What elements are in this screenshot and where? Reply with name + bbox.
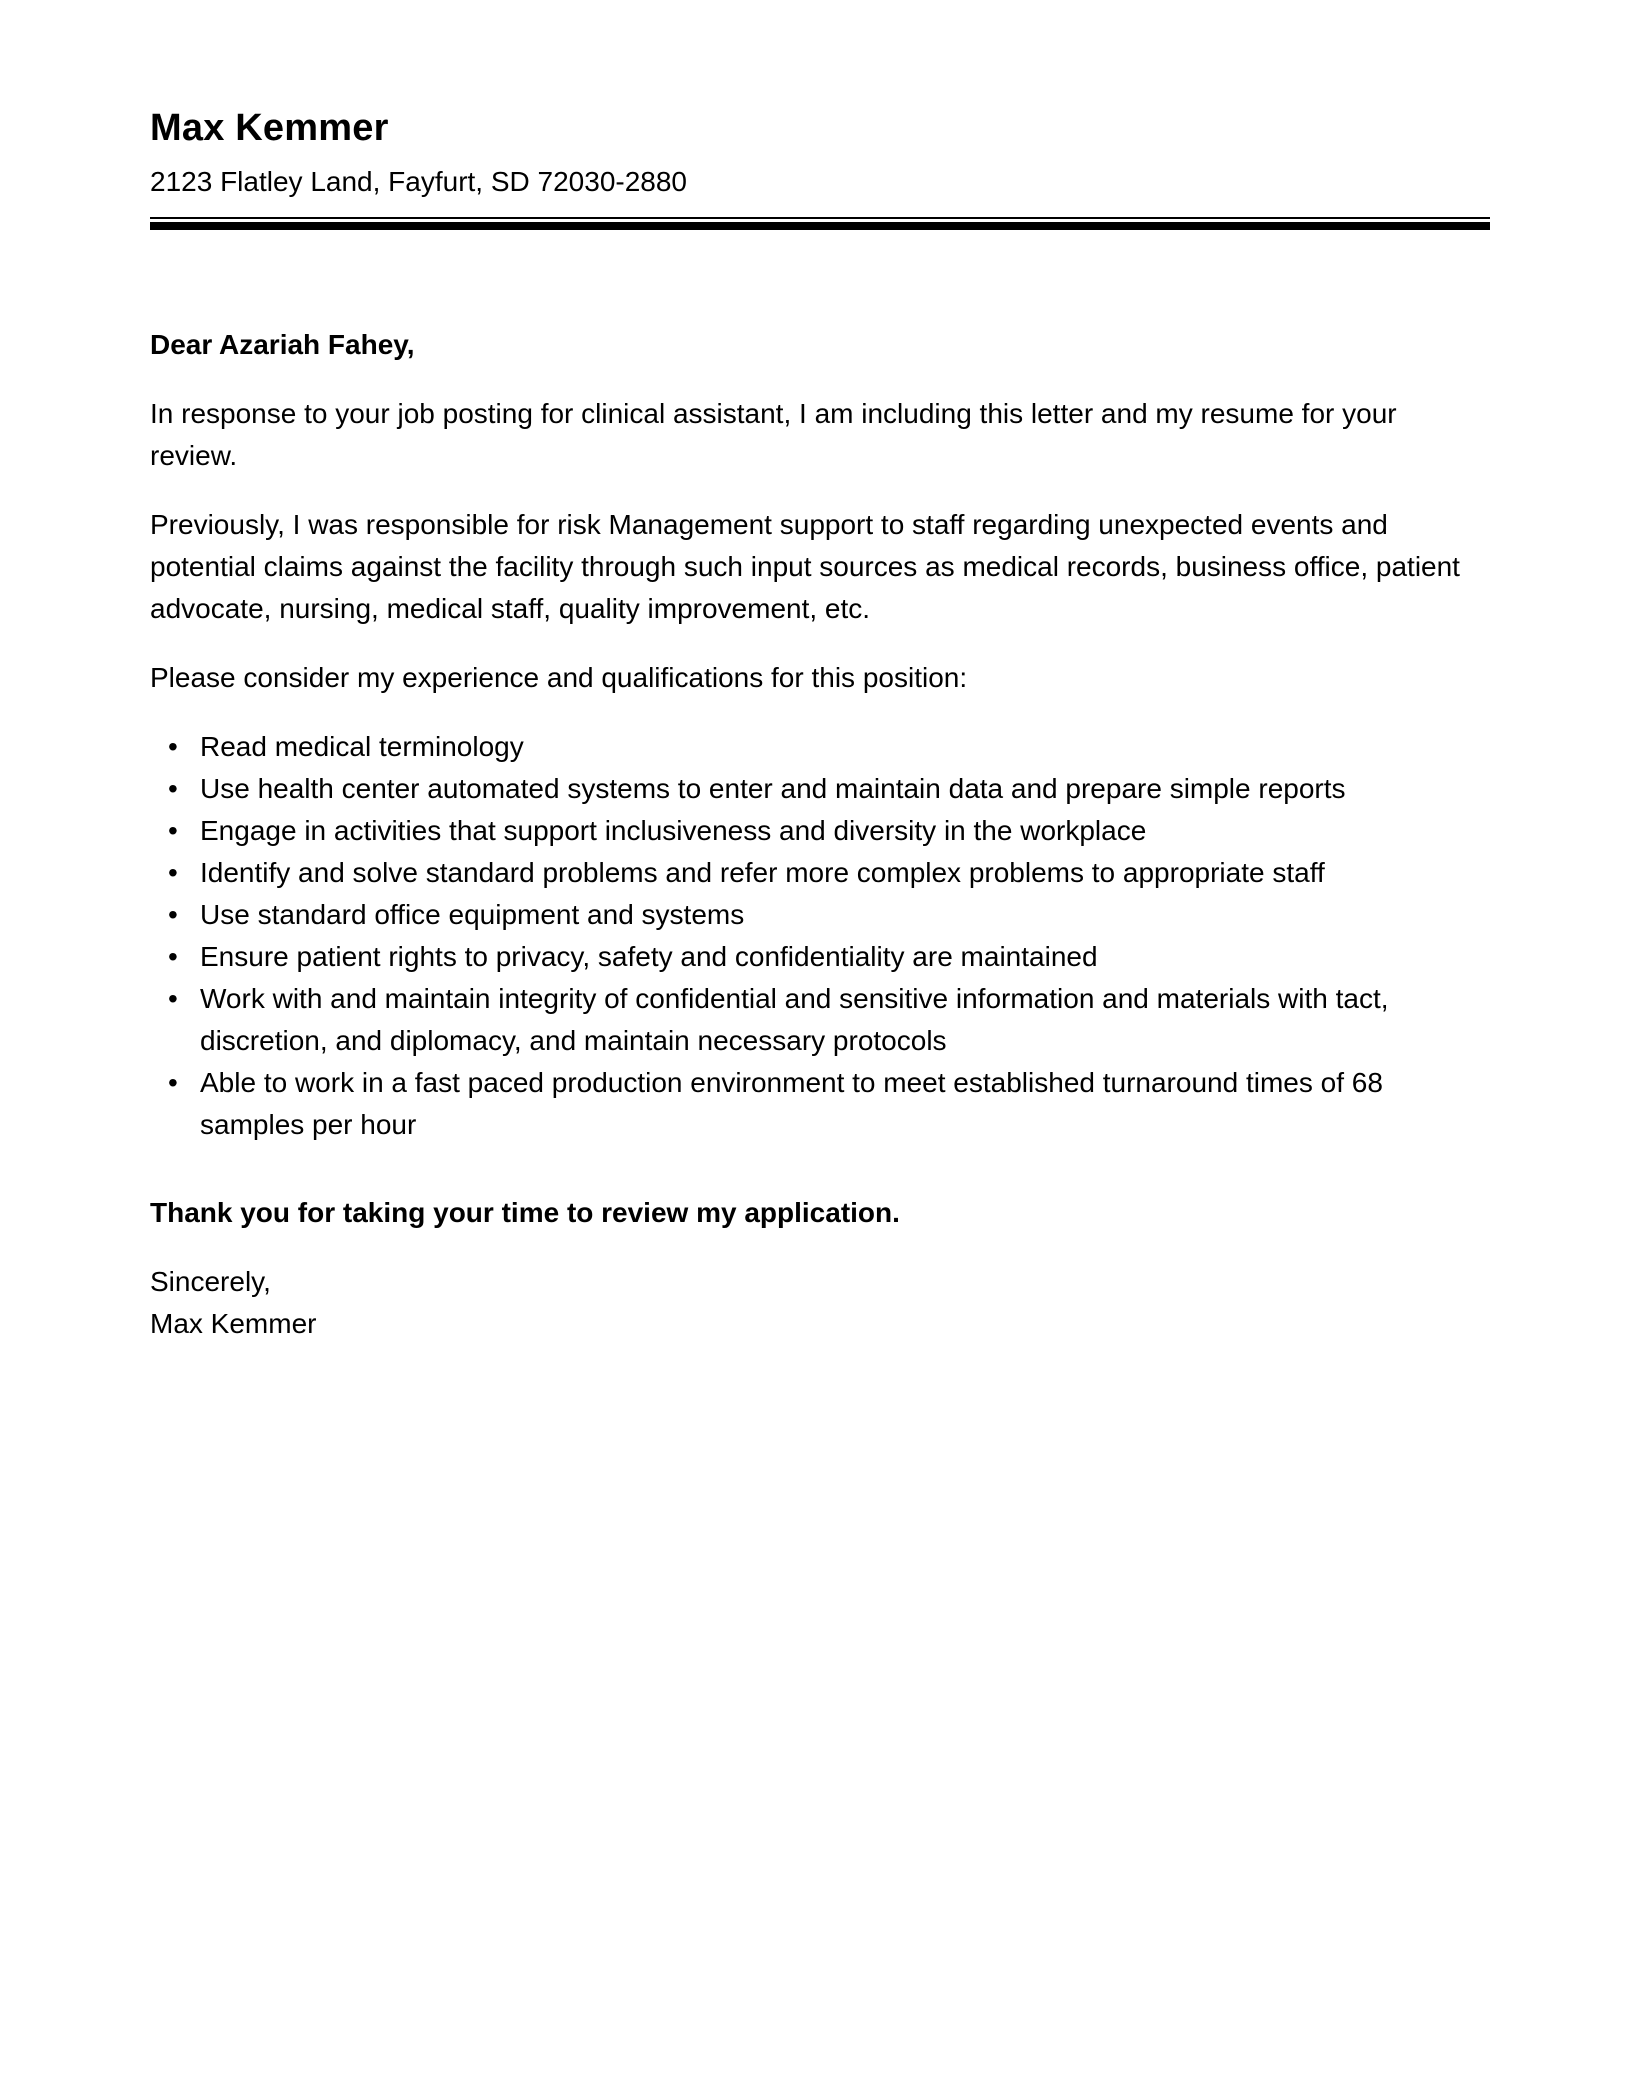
bullet-icon: • [168,982,178,1014]
list-item-text: Use standard office equipment and systems [200,898,745,930]
paragraph-intro: In response to your job posting for clinical assistant, I am including this letter and my resume for your review. [150,397,1397,471]
bullet-icon: • [168,814,178,846]
divider-thick-line [150,222,1490,230]
sign-off: Sincerely, [150,1265,271,1297]
bullet-icon: • [168,772,178,804]
qualifications-list [150,726,1490,1146]
signature-name: Max Kemmer [150,1307,317,1339]
header-divider [150,217,1490,230]
list-item [150,978,1490,1062]
list-item [150,1062,1490,1146]
bullet-icon: • [168,940,178,972]
list-item [150,810,1490,852]
list-item-text: Identify and solve standard problems and refer more complex problems to appropriate staff [200,856,1325,888]
bullet-icon: • [168,898,178,930]
bullet-icon: • [168,730,178,762]
closing-statement: Thank you for taking your time to review my application. [150,1196,900,1228]
signature-block [150,1261,1490,1345]
list-item [150,894,1490,936]
list-item-text: Ensure patient rights to privacy, safety and confidentiality are maintained [200,940,1098,972]
greeting: Dear Azariah Fahey, [150,328,415,360]
paragraph-experience: Previously, I was responsible for risk Management support to staff regarding unexpected events and potential claims against the facility through such input sources as medical records, business office, patient advocate, nursing, medical staff, quality improvement, etc. [150,508,1460,624]
bullet-icon: • [168,856,178,888]
list-item-text: Use health center automated systems to enter and maintain data and prepare simple reports [200,772,1346,804]
list-item [150,936,1490,978]
list-item [150,852,1490,894]
list-item [150,726,1490,768]
letter-header [150,105,1490,230]
sender-name: Max Kemmer [150,107,389,149]
letter-body [150,324,1490,1345]
paragraph-qualifications-lead: Please consider my experience and qualifications for this position: [150,661,968,693]
list-item-text: Work with and maintain integrity of confidential and sensitive information and materials with tact, discretion, and diplomacy, and maintain necessary protocols [200,982,1389,1056]
list-item-text: Read medical terminology [200,730,524,762]
list-item-text: Engage in activities that support inclusiveness and diversity in the workplace [200,814,1147,846]
list-item [150,768,1490,810]
list-item-text: Able to work in a fast paced production environment to meet established turnaround times of 68 samples per hour [200,1066,1383,1140]
bullet-icon: • [168,1066,178,1098]
sender-address: 2123 Flatley Land, Fayfurt, SD 72030-2880 [150,165,688,197]
